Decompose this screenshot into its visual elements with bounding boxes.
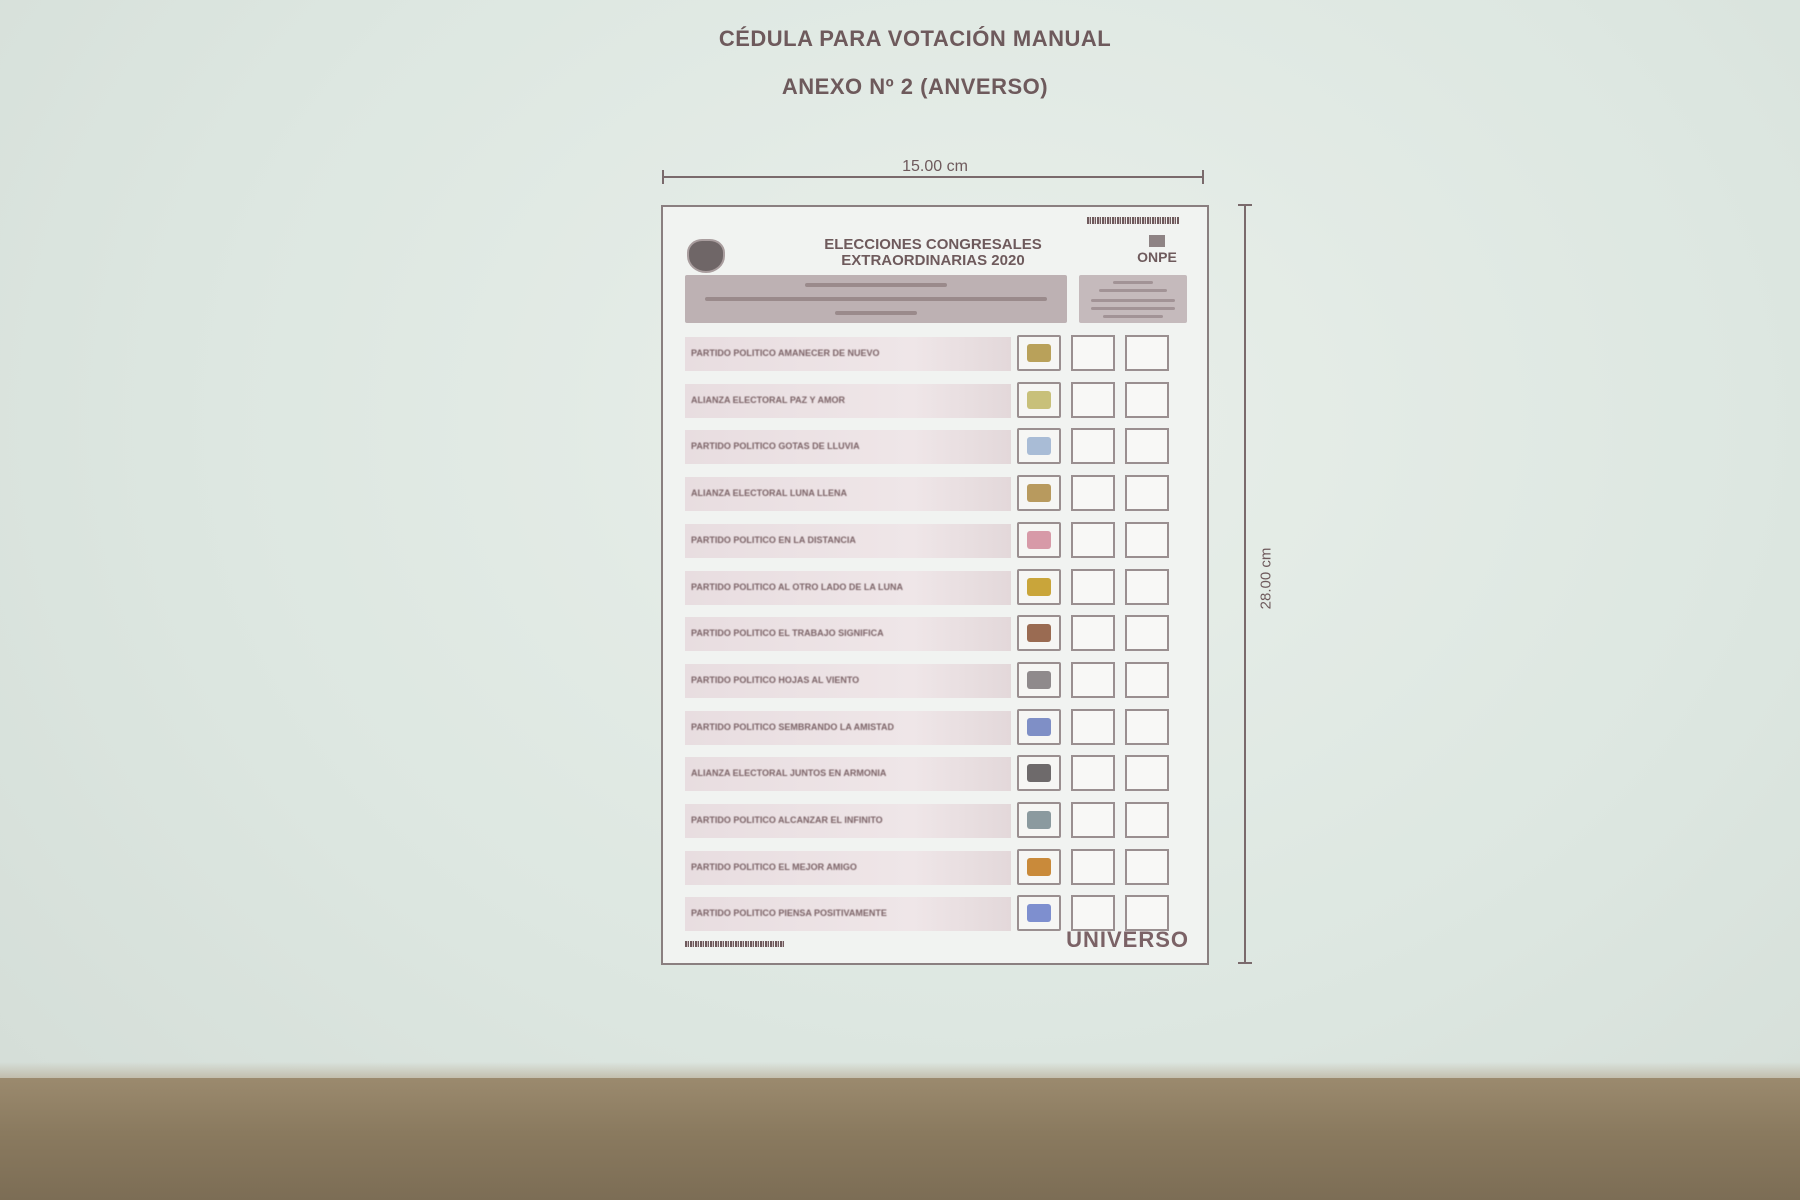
organization-header (685, 275, 1067, 323)
party-row (685, 382, 1195, 420)
target-icon (1027, 764, 1051, 782)
party-name-bar (685, 711, 1011, 745)
party-symbol-box (1017, 755, 1061, 791)
vote-mark-box[interactable] (1071, 615, 1115, 651)
party-row (685, 335, 1195, 373)
barcode-bottom (685, 941, 785, 947)
party-symbol-box (1017, 382, 1061, 418)
party-name-bar (685, 617, 1011, 651)
preferential-vote-box[interactable] (1125, 849, 1169, 885)
party-symbol-box (1017, 615, 1061, 651)
box-icon (1027, 391, 1051, 409)
party-name: PARTIDO POLITICO HOJAS AL VIENTO (691, 674, 860, 685)
party-name: ALIANZA ELECTORAL JUNTOS EN ARMONIA (691, 768, 887, 779)
barcode-top (1087, 217, 1179, 224)
party-name-bar (685, 851, 1011, 885)
party-symbol-box (1017, 895, 1061, 931)
party-name: PARTIDO POLITICO ALCANZAR EL INFINITO (691, 815, 883, 825)
slide-title: CÉDULA PARA VOTACIÓN MANUAL (718, 26, 1112, 51)
party-name-bar (685, 757, 1011, 791)
party-row (685, 709, 1195, 747)
vote-mark-box[interactable] (1071, 802, 1115, 838)
party-row (685, 802, 1195, 840)
width-dimension-line (662, 176, 1204, 178)
party-row (685, 849, 1195, 887)
party-symbol-box (1017, 802, 1061, 838)
party-symbol-box (1017, 569, 1061, 605)
width-dimension-label: 15.00 cm (902, 158, 968, 175)
preferential-vote-box[interactable] (1125, 522, 1169, 558)
crown-icon (1027, 484, 1051, 502)
preferential-vote-box[interactable] (1125, 802, 1169, 838)
preferential-vote-box[interactable] (1125, 428, 1169, 464)
vote-mark-box[interactable] (1071, 382, 1115, 418)
party-name-bar (685, 430, 1011, 464)
piggy-bank-icon (1027, 531, 1051, 549)
party-name: PARTIDO POLITICO GOTAS DE LLUVIA (691, 441, 860, 452)
party-name: ALIANZA ELECTORAL LUNA LLENA (691, 488, 847, 499)
plank-icon (1027, 624, 1051, 642)
ballot-title (783, 237, 1083, 269)
preferential-vote-box[interactable] (1125, 475, 1169, 511)
party-row (685, 475, 1195, 513)
pumpkin-icon (1027, 858, 1051, 876)
party-name: PARTIDO POLITICO EN LA DISTANCIA (691, 534, 856, 545)
preferential-vote-header (1079, 275, 1187, 323)
party-name: PARTIDO POLITICO AMANECER DE NUEVO (691, 348, 880, 358)
preferential-vote-box[interactable] (1125, 895, 1169, 931)
gamepad-icon (1027, 718, 1051, 736)
truck-icon (1027, 811, 1051, 829)
dome-icon (1027, 904, 1051, 922)
party-name-bar (685, 524, 1011, 558)
onpe-logo: ONPE (1129, 235, 1185, 265)
preferential-vote-box[interactable] (1125, 709, 1169, 745)
vote-mark-box[interactable] (1071, 709, 1115, 745)
party-row (685, 615, 1195, 653)
preferential-vote-box[interactable] (1125, 335, 1169, 371)
vote-mark-box[interactable] (1071, 522, 1115, 558)
preferential-vote-box[interactable] (1125, 662, 1169, 698)
party-name: PARTIDO POLITICO EL TRABAJO SIGNIFICA (691, 628, 884, 639)
preferential-vote-box[interactable] (1125, 755, 1169, 791)
party-symbol-box (1017, 522, 1061, 558)
party-name-bar (685, 897, 1011, 931)
party-symbol-box (1017, 428, 1061, 464)
brand-mark: UNIVERSO (1066, 927, 1189, 952)
vote-mark-box[interactable] (1071, 428, 1115, 464)
ballot (661, 205, 1209, 965)
clipboard-icon (1027, 437, 1051, 455)
preferential-vote-box[interactable] (1125, 382, 1169, 418)
height-dimension-line (1244, 204, 1246, 964)
party-symbol-box (1017, 662, 1061, 698)
vote-mark-box[interactable] (1071, 755, 1115, 791)
vote-mark-box[interactable] (1071, 569, 1115, 605)
telephone-icon (1027, 671, 1051, 689)
party-name: PARTIDO POLITICO PIENSA POSITIVAMENTE (691, 908, 887, 919)
vote-mark-box[interactable] (1071, 475, 1115, 511)
party-name-bar (685, 337, 1011, 371)
ballot-title-line-1: ELECCIONES CONGRESALES (824, 236, 1042, 253)
preferential-vote-box[interactable] (1125, 569, 1169, 605)
party-name: ALIANZA ELECTORAL PAZ Y AMOR (691, 394, 846, 405)
party-name: PARTIDO POLITICO AL OTRO LADO DE LA LUNA (691, 581, 903, 592)
vote-mark-box[interactable] (1071, 335, 1115, 371)
party-name: PARTIDO POLITICO EL MEJOR AMIGO (691, 861, 857, 872)
party-name-bar (685, 384, 1011, 418)
vote-mark-box[interactable] (1071, 849, 1115, 885)
party-symbol-box (1017, 709, 1061, 745)
party-row (685, 662, 1195, 700)
national-crest-icon (687, 239, 725, 273)
party-name: PARTIDO POLITICO SEMBRANDO LA AMISTAD (691, 721, 894, 732)
party-symbol-box (1017, 849, 1061, 885)
trophy-icon (1027, 578, 1051, 596)
party-row (685, 755, 1195, 793)
party-row (685, 428, 1195, 466)
party-row (685, 522, 1195, 560)
slide-subtitle: ANEXO Nº 2 (ANVERSO) (781, 74, 1049, 99)
party-row (685, 569, 1195, 607)
party-name-bar (685, 804, 1011, 838)
party-name-bar (685, 571, 1011, 605)
party-name-bar (685, 477, 1011, 511)
party-symbol-box (1017, 335, 1061, 371)
cube-icon (1027, 344, 1051, 362)
vote-mark-box[interactable] (1071, 895, 1115, 931)
floor (0, 1078, 1800, 1200)
preferential-vote-box[interactable] (1125, 615, 1169, 651)
height-dimension-label: 28.00 cm (1257, 547, 1275, 610)
vote-mark-box[interactable] (1071, 662, 1115, 698)
party-symbol-box (1017, 475, 1061, 511)
party-name-bar (685, 664, 1011, 698)
ballot-title-line-2: EXTRAORDINARIAS 2020 (841, 252, 1025, 269)
